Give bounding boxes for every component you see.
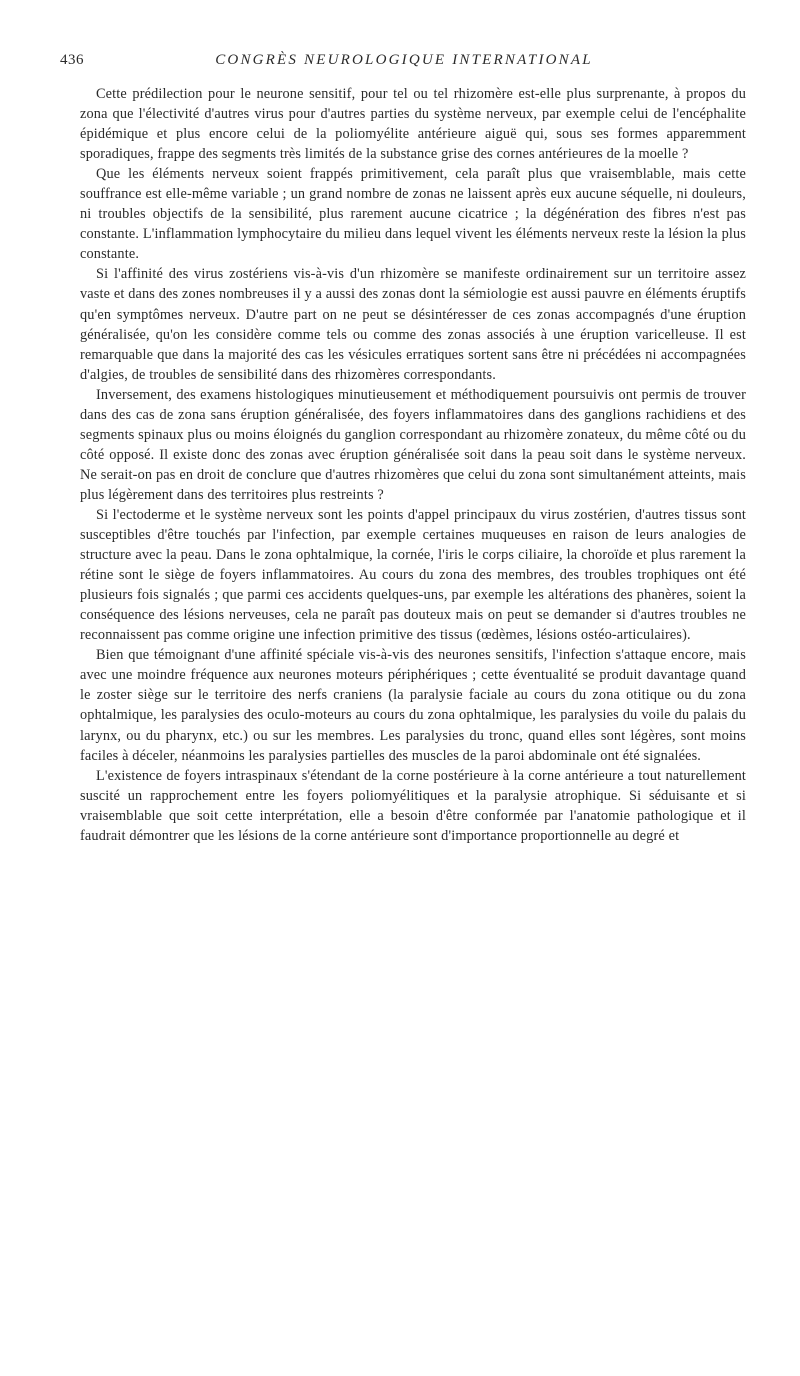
- paragraph: Cette prédilection pour le neurone sensitif, pour tel ou tel rhizomère est-elle plus surprenante, à propos du zona que l'électivité d'autres virus pour d'autres parties du système nerveux, par exemple celui de l'encéphalite épidémique et plus encore celui de la poliomyélite antérieure aiguë qui, sous ses formes apparemment sporadiques, frappe des segments très limités de la substance grise des cornes antérieures de la moelle ?: [80, 86, 746, 163]
- paragraph: L'existence de foyers intraspinaux s'étendant de la corne postérieure à la corne antérieure a tout naturellement suscité un rapprochement entre les foyers poliomyélitiques et la paralysie atrophique. Si séduisante et si vraisemblable que soit cette interprétation, elle a besoin d'être conformée par l'anatomie pathologique et il faudrait démontrer que les lésions de la corne antérieure sont d'importance proportionnelle au degré et: [80, 767, 746, 844]
- paragraph: Bien que témoignant d'une affinité spéciale vis-à-vis des neurones sensitifs, l'infection s'attaque encore, mais avec une moindre fréquence aux neurones moteurs périphériques ; cette éventualité se produit davantage quand le zoster siège sur le territoire des nerfs craniens (la paralysie faciale au cours du zona otitique ou du zona ophtalmique, les paralysies des oculo-moteurs au cours du zona ophtalmique, les paralysies du voile du palais du larynx, ou du pharynx, etc.) ou sur les membres. Les paralysies du tronc, quand elles sont légères, sont moins faciles à déceler, néanmoins les paralysies partielles des muscles de la paroi abdominale ont été signalées.: [80, 647, 746, 764]
- paragraph: Si l'affinité des virus zostériens vis-à-vis d'un rhizomère se manifeste ordinairement sur un territoire assez vaste et dans des zones nombreuses il y a aussi des zonas dont la sémiologie est aussi pauvre en éléments éruptifs qu'en symptômes nerveux. D'autre part on ne peut se désintéresser de ces zonas accompagnés d'une éruption généralisée, qu'on les considère comme tels ou comme des zonas associés à une éruption varicelleuse. Il est remarquable que dans la majorité des cas les vésicules erratiques sortent sans être ni précédées ni accompagnées d'algies, de troubles de sensibilité dans des rhizomères correspondants.: [80, 266, 746, 383]
- page-number: 436: [60, 52, 84, 68]
- paragraph: Que les éléments nerveux soient frappés primitivement, cela paraît plus que vraisemblable, mais cette souffrance est elle-même variable ; un grand nombre de zonas ne laissent après eux aucune séquelle, ni douleurs, ni troubles objectifs de la sensibilité, plus rarement aucune cicatrice ; la dégénération des fibres n'est pas constante. L'inflammation lymphocytaire du milieu dans lequel vivent les éléments nerveux reste la lésion la plus constante.: [80, 166, 746, 263]
- running-head: CONGRÈS NEUROLOGIQUE INTERNATIONAL: [215, 52, 593, 68]
- body-text: [80, 84, 746, 846]
- paragraph: Inversement, des examens histologiques minutieusement et méthodiquement poursuivis ont permis de trouver dans des cas de zona sans éruption généralisée, des foyers inflammatoires dans des ganglions rachidiens et des segments spinaux plus ou moins éloignés du ganglion correspondant au rhizomère zonateux, du même côté ou du côté opposé. Il existe donc des zonas avec éruption généralisée soit dans la peau soit dans le système nerveux. Ne serait-on pas en droit de conclure que d'autres rhizomères que celui du zona sont simultanément atteints, mais plus légèrement dans des territoires plus restreints ?: [80, 386, 746, 503]
- paragraph: Si l'ectoderme et le système nerveux sont les points d'appel principaux du virus zostérien, d'autres tissus sont susceptibles d'être touchés par l'infection, par exemple certaines muqueuses en raison de leurs analogies de structure avec la peau. Dans le zona ophtalmique, la cornée, l'iris le corps ciliaire, la choroïde et plus rarement la rétine sont le siège de foyers inflammatoires. Au cours du zona des membres, des troubles trophiques ont été plusieurs fois signalés ; que parmi ces accidents quelques-uns, par exemple les altérations des phanères, soient la conséquence des lésions nerveuses, cela ne paraît pas douteux mais on peut se demander si d'autres troubles ne reconnaissent pas comme origine une infection primitive des tissus (œdèmes, lésions ostéo-articulaires).: [80, 506, 746, 644]
- page-header: [60, 52, 748, 74]
